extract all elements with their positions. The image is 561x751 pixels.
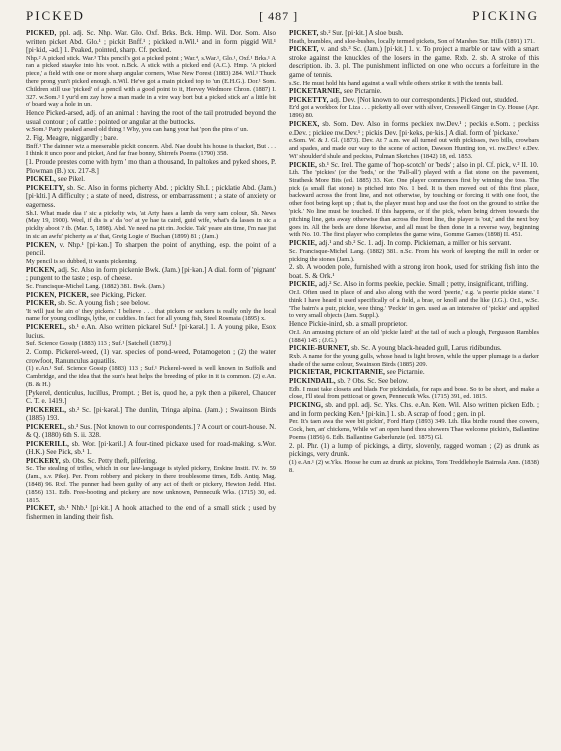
- entry-headword: PICKET,: [26, 504, 56, 513]
- entry-headword: PICKERY,: [26, 456, 61, 465]
- dictionary-entry: [26, 365, 276, 388]
- dictionary-entry: [289, 38, 539, 46]
- entry-text: Per. It's taen awa the wee bit pickin', Ford Harp (1893) 349. Lth. Ilka birdie round thee cowers, Cock, hen, an' chickens, While wi' an open hand thou showers Thae welcome pickin's, Ballantine Poems (1856) 6. Edb. Ballantine Gaberlunzie (ed. 1875) Gl.: [289, 418, 539, 441]
- dictionary-entry: [26, 465, 276, 504]
- dictionary-entry: [26, 266, 276, 283]
- dictionary-entry: [26, 184, 276, 210]
- dictionary-entry: [26, 423, 276, 440]
- entry-headword: PICKIETAR, PICKITARNIE,: [289, 368, 386, 377]
- dictionary-entry: [289, 401, 539, 418]
- entry-text: 'It will just be ain o' they pickers.' I believe . . . that pickers or suckers is really only the local name for young codlings, lythe, or cuddies. In fact for all young fish, Steel Rosmaia (1895) x.: [26, 307, 276, 323]
- dictionary-entry: [26, 348, 276, 365]
- dictionary-entry: [26, 143, 276, 159]
- entry-text: Edb. I must take closets and blads For pickindails, for raps and bose. So to be short, and make a close, I'll steal from petticoat or gown, Pennecuik Wks. (1715) 391, ed. 1815.: [289, 385, 539, 401]
- dictionary-entry: [26, 210, 276, 241]
- entry-text: sb.¹ e.An. Also written pickarel Suf.¹ [pi·kərəl.] 1. A young pike, Esox lucius.: [26, 323, 276, 340]
- entry-headword: PICKET,: [289, 29, 319, 37]
- entry-text: Sc. Francisque-Michel Lang. (1882) 381. Bwk. (Jam.): [26, 282, 165, 290]
- entry-text: w.Som.¹ Party peaked arsed old thing ! Why, you can hang your hat 'pon the pins o' un.: [26, 126, 249, 134]
- dictionary-entry: [289, 87, 539, 96]
- left-column: [26, 29, 276, 751]
- dictionary-entry: [26, 126, 276, 134]
- dictionary-entry: [26, 504, 276, 521]
- dictionary-entry: [289, 344, 539, 353]
- entry-text: sb. Sc. A young black-headed gull, Larus ridibundus.: [349, 344, 502, 353]
- entry-text: 2. sb. A wooden pole, furnished with a strong iron hook, used for striking fish into the boat. S. & Ork.¹: [289, 263, 539, 280]
- running-head-right: PICKING: [472, 8, 539, 23]
- entry-text: sb.² Sc. [pi·kərəl.] The dunlin, Tringa alpina. (Jam.) ; Swainson Birds (1885) 193.: [26, 405, 276, 423]
- dictionary-entry: [26, 389, 276, 406]
- dictionary-entry: [289, 377, 539, 386]
- entry-text: sb. Obs. Sc. Petty theft, pilfering.: [60, 456, 158, 465]
- dictionary-entry: [289, 29, 539, 38]
- dictionary-entry: [289, 280, 539, 289]
- entry-headword: PICKELTY,: [26, 183, 65, 192]
- entry-text: adj. Dev. [Not known to our correspondents.] Picked out, studded.: [328, 95, 519, 104]
- entry-text: [Pykerel, denticulus, lucillus, Prompt. ; Bet is, quod he, a pyk then a pikerel, Chaucer C. T. e. 1419.]: [26, 388, 276, 406]
- dictionary-entry: [289, 329, 539, 345]
- text-columns: [26, 29, 539, 751]
- entry-text: sb. and ppl. adj. Sc. Yks. Chs. e.An. Ken. Wil. Also written picken Edb. ; and in form pecking Ken.¹ [pi·kin.] 1. sb. A scrap of food ; gen. in pl.: [289, 401, 539, 418]
- entry-text: sb.¹ Nhb.¹ [pi·kit.] A hook attached to the end of a small stick ; used by fishermen in landing their fish.: [26, 504, 276, 522]
- entry-text: [1. Proude prestes come with hym ' mo than a thousand, In paltokes and pyked shoes, P. Plowman (B.) xx. 217-8.]: [26, 158, 276, 175]
- entry-text: Or.I. Often used in place of and also along with the word 'peerie,' e.g. 'a peerie pickie stane.' I think I have heard it used specifically of a field, a brae, or knoll and the like (J.G.). Or.I., w.Sc. 'The bairn's a puir, pickie, wee thing.' 'Peckie' in gen. used as an intensive of 'pickie' and applied to very small objects (Jam. Suppl.).: [289, 289, 539, 320]
- dictionary-entry: [26, 440, 276, 457]
- entry-text: see Pictarnie.: [342, 87, 382, 96]
- entry-text: sb.³ Sus. [Not known to our correspondents.] ? A court or court-house. N. & Q. (1880) 6th S. ii. 328.: [26, 422, 276, 440]
- dictionary-entry: [289, 161, 539, 170]
- dictionary-entry: [26, 134, 276, 143]
- dictionary-entry: [26, 241, 276, 258]
- entry-text: sb. ? Obs. Sc. See below.: [335, 377, 409, 386]
- entry-headword: PICKED,: [26, 29, 57, 37]
- entry-text: 2. pl. Phr. (1) a lump of pickings, a dirty, slovenly, ragged woman ; (2) as drunk as pickings, very drunk.: [289, 441, 539, 459]
- page-number: [ 487 ]: [259, 9, 299, 23]
- dictionary-entry: [289, 353, 539, 369]
- dictionary-entry: [289, 169, 539, 239]
- entry-text: sb. Sc. Also in forms picherty Abd. ; picklty Sh.I. ; picklatie Abd. (Jam.) [pi·klti.] A difficulty ; a state of need, distress, or embarrassment ; a state of anxiety or eagerness.: [26, 183, 276, 209]
- entry-text: see Pictarnie.: [385, 368, 425, 377]
- entry-text: see Pikel.: [56, 175, 85, 184]
- dictionary-entry: [289, 320, 539, 329]
- entry-text: Hence Picked-arsed, adj. of an animal : having the root of the tail protruded beyond the usual contour ; of cattle : pointed or angular at the buttocks.: [26, 109, 276, 126]
- entry-text: v. and sb.³ Sc. (Jam.) [pi·kit.] 1. v. To project a marble or taw with a smart stroke against the knuckles of the losers in the game. Rxb. 2. sb. A stroke of this description. ib. 3. pl. The punishment inflicted on one who occurs a forfeiture in the game of tennis.: [289, 45, 539, 79]
- dictionary-entry: [26, 457, 276, 466]
- entry-headword: PICKEL,: [26, 175, 57, 184]
- entry-text: Heath, brambles, and sloe-bushes, locally termed pickets, Son of Marshes Sur. Hills (1891) 171.: [289, 37, 535, 45]
- dictionary-entry: [289, 289, 539, 320]
- dictionary-entry: [26, 299, 276, 308]
- entry-headword: PICKIE-BURNET,: [289, 344, 350, 353]
- entry-text: (1) e.An.¹ (2) w.Yks. Hoose he cum az drunk az pickins, Tom Treddlehoyle Bairnsla Ann. (1838) 8.: [289, 458, 539, 474]
- entry-headword: PICKEN,: [26, 265, 57, 274]
- entry-text: (1) e.An.¹ Suf. Science Gossip (1883) 113 ; Suf.¹ Pickerel-weed is well known in Suffolk and Cambridge, and the idea that the sun's heat helps the breeding of pike in it is common. (2) e.An. (B. & H.): [26, 365, 276, 388]
- entry-text: Sc. Francisque-Michel Lang. (1882) 381. n.Sc. From his work of keeping the mill in order or picking the stones (Jam.).: [289, 247, 539, 263]
- entry-text: 2. Comp. Pickerel-weed, (1) var. species of pond-weed, Potamogeton ; (2) the water crowfoot, Ranunculus aquatilis.: [26, 348, 276, 365]
- entry-headword: PICKET,: [289, 45, 319, 54]
- entry-text: Nhp.² A picked stick. War.³ This pencil's got a picked point ; War.⁴, s.War.¹, Glo.¹, Oxf.¹ Brks.¹ A ran a picked staayke into his voot. n.Bck. A stick with a picked end (A.C.). Hmp. 'A picked piece,' a field with one or more sharp angular corners, Wise New Forest (1883) 284. Wil.¹ Thuck there prong yun't picked enough. n.Wil. He've got a main picked top to 'un (E.H.G.). Dor.¹ Som. Children still use 'picked' of a pencil with a good point to it, Hervey Wedmore Chron. (1887) I. 327. w.Som.¹ I yur'd em zay how a man made in a vire way bort but a picked stick an' a little bit o' board way a hole in un.: [26, 54, 276, 109]
- entry-text: My pencil is so dubbed, it wants pickening.: [26, 257, 138, 265]
- entry-text: Suf. Science Gossip (1883) 113 ; Suf.¹ [Satchell (1879).]: [26, 340, 171, 348]
- right-column: [289, 29, 539, 751]
- dictionary-entry: [26, 340, 276, 348]
- dictionary-entry: [289, 263, 539, 280]
- entry-text: see Picking, Picker.: [88, 290, 147, 299]
- entry-text: e.Som. W. & J. Gl. (1873). Dev. At 7 a.m. we all turned out with pickisses, two bills, crowbars and spades, and made our way to the scene of action, Dawson Hunting ton, vi. nw.Dev.¹ e.Dev. Wi' shoulder'd shule and peckiss, Pulman Sketches (1842) 18, ed. 1853.: [289, 137, 539, 160]
- entry-headword: PICKIE,: [289, 280, 318, 289]
- dictionary-entry: [26, 158, 276, 175]
- dictionary-entry: [289, 80, 539, 88]
- dictionary-entry: [289, 104, 539, 120]
- dictionary-entry: [26, 55, 276, 110]
- dictionary-entry: [26, 283, 276, 291]
- dictionary-entry: [26, 291, 276, 300]
- entry-text: sb. Som. Dev. Also in forms peckiex nw.Dev.¹ ; peckis e.Som. ; peckiss e.Dev. ; pickiee nw.Dev.¹ ; pickis Dev. [pi·keks, pe·kis.] A dial. form of 'pickaxe.': [289, 120, 539, 137]
- dictionary-entry: [289, 418, 539, 441]
- entry-text: sb. Sc. A young fish ; see below.: [56, 299, 150, 308]
- entry-headword: PICKEX,: [289, 120, 320, 129]
- entry-headword: PICKEREL,: [26, 323, 67, 332]
- entry-text: Sc. The stealing of trifles, which in our law-language is styled pickery, Erskine Instit. IV. iv. 59 (Jam., s.v. Pike). Per. From robbery and pickery in there troublesome times, Edb. Antiq. Mag. (1848) 96. Rxf. The punner had been guilty of any act of theft or pickery, Hewton Jedd. Hist. (1856) 131. Edb. Free-booting and pickery are now unknown, Pennecuik Wks. (1715) 30, ed. 1815.: [26, 465, 276, 504]
- entry-headword: PICKEREL,: [26, 405, 67, 414]
- entry-text: ppl. adj. Sc. Nhp. War. Glo. Oxf. Brks. Bck. Hmp. Wil. Dor. Som. Also written picket Abd. Glo.¹ ; pickit Bnff.¹ ; pickked n.Wil.¹ and in form piggid Wil.¹ [pi·kid, -əd.] 1. Peaked, pointed, sharp. Cf. pecked.: [26, 29, 276, 55]
- entry-text: sb.² Sur. [pi·kit.] A sloe bush.: [318, 29, 404, 37]
- dictionary-entry: [26, 406, 276, 423]
- entry-text: Hence Pickie-inird, sb. a small proprietor.: [289, 320, 408, 329]
- entry-text: sb. Wor. [pi·kəril.] A four-tined pickaxe used for road-making. s.Wor. (H.K.) See Pick, sb.¹ 1.: [26, 439, 276, 457]
- dictionary-entry: [26, 109, 276, 126]
- dictionary-entry: [26, 29, 276, 55]
- entry-text: sb.¹ Sc. Irel. The game of 'hop-scotch' or 'beds' ; also in pl. Cf. pick, v.² II. 10.: [317, 160, 539, 169]
- entry-headword: PICKERILL,: [26, 439, 70, 448]
- entry-headword: PICKETARNIE,: [289, 87, 343, 96]
- dictionary-entry: [26, 175, 276, 184]
- entry-headword: PICKER,: [26, 299, 57, 308]
- entry-text: Sh.I. What made daa i' sic a pickelty wis, 'at Arty haes a lamb da very sam colour, Sh. News (May 19, 1900). Weel, if dis is a' da 'oo' at ye hae ta caird, guid wife, what's da lasses in sic a picklty aboot ? ib. (Mar. 5, 1898). Abd. Ye need na pit rin. Jockie. Tak' yeare ain time, I'm nae jist in sic an awfu' picherty as a' that, Greig Logie o' Buchan (1899) 81 ; (Jam.): [26, 209, 276, 240]
- entry-headword: PICKEN,: [26, 240, 57, 249]
- dictionary-entry: [289, 96, 539, 105]
- dictionary-entry: [26, 308, 276, 324]
- entry-headword: PICKETTY,: [289, 95, 329, 104]
- dictionary-entry: [289, 459, 539, 475]
- dictionary-entry: [289, 368, 539, 377]
- entry-headword: PICKIE,: [289, 160, 318, 169]
- entry-text: Or.I. An amusing picture of an old 'pickie laird' at the tail of such a plough, Fergusson Rambles (1884) 145 ; (J.G.): [289, 328, 539, 344]
- entry-text: Bnff.¹ The dainner wiz a meeserable pickit concern. Abd. Nae doubt his house is thacket, But . . . I think it unco poor and picket, And far frae bonny, Shirrefs Poems (1790) 358.: [26, 142, 276, 158]
- entry-headword: PICKIE,: [289, 239, 318, 248]
- entry-headword: PICKING,: [289, 401, 324, 410]
- dictionary-entry: [289, 137, 539, 160]
- entry-text: 2. Fig. Meagre, niggardly ; bare.: [26, 134, 118, 143]
- entry-headword: PICKEREL,: [26, 422, 67, 431]
- entry-text: s.Sc. He must hold his hand against a wall while others strike it with the tennis ball.: [289, 79, 503, 87]
- running-head-left: PICKED: [26, 8, 85, 23]
- dictionary-entry: [26, 323, 276, 340]
- dictionary-entry: [289, 248, 539, 264]
- entry-text: adj.¹ and sb.² Sc. 1. adj. In comp. Pickieman, a miller or his servant.: [317, 239, 512, 248]
- dictionary-entry: [289, 45, 539, 79]
- entry-text: adj. Sc. Also in form pickenie Bwk. (Jam.) [pi·kən.] A dial. form of 'pignant' ; pungent to the taste ; esp. of cheese.: [26, 265, 276, 283]
- dictionary-entry: [289, 386, 539, 402]
- dictionary-entry: [289, 442, 539, 459]
- dictionary-entry: [26, 258, 276, 266]
- running-head: [26, 8, 539, 24]
- dictionary-entry: [289, 120, 539, 137]
- dictionary-entry: [289, 239, 539, 248]
- entry-text: v. Nhp.¹ [pi·kən.] To sharpen the point of anything, esp. the point of a pencil.: [26, 240, 276, 258]
- entry-text: adj.² Sc. Also in forms peekie, peckie. Small ; petty, insignificant, trifling.: [317, 280, 529, 289]
- entry-text: Er'd got a workbox for Liza . . . picketty all over with silver, Cresswell Ginger in Cy. House (Apr. 1896) 80.: [289, 104, 539, 120]
- entry-text: Lth. The 'pickies' (or the 'beds,' or the 'Pall-all') played with a flat stone on the pavement, Strathesk More Bits (ed. 1885) 33. Ker. One player commences first by winning the toss. The pick (a small flat stone) is pitched into No. 1 bed. It is then moved out of this first place, backward across the front line, and not otherwise, by touching or forcing it with one foot, the other foot being kept up ; that is, the player must hop and use the foot on the ground to strike the 'pick.' No line must be touched. If this happens, or if the pick, when being driven towards the pitching line, gets away otherwise than across the front line, the player is 'out,' and the next boy goes in. All the beds are done likewise, and all must be then done in a reverse way, beginning with No. 10. The first player who completes the game wins, Gomme Games (1898) II. 451.: [289, 169, 539, 239]
- entry-headword: PICKEN, PICKER,: [26, 290, 89, 299]
- entry-text: Rxb. A name for the young gulls, whose head is light brown, while the upper plumage is a darker shade of the same colour, Swainson Birds (1885) 209.: [289, 352, 539, 368]
- entry-headword: PICKINDAIL,: [289, 377, 336, 386]
